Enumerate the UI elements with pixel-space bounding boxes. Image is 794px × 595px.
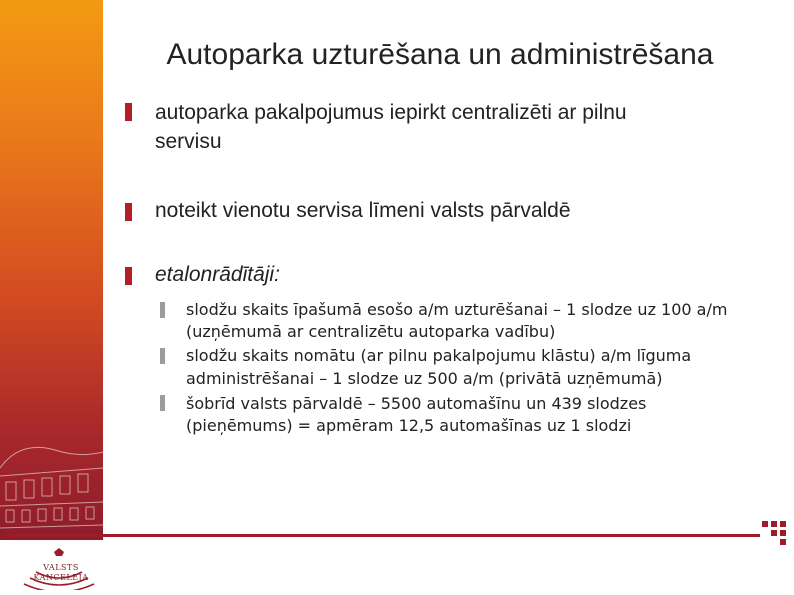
logo-text-line-2: KANCELEJA [33,573,89,582]
sub-bullet-1-line-2: (uzņēmumā ar centralizētu autoparka vadību) [186,322,556,341]
footer-divider [5,534,760,537]
sub-bullet-marker [160,302,165,318]
building-illustration [0,410,103,540]
bullet-marker [125,203,132,221]
bullet-1-line-1: autoparka pakalpojumus iepirkt centralizēti ar pilnu [155,101,627,124]
logo-text-line-1: VALSTS [43,563,79,572]
slide-title: Autoparka uzturēšana un administrēšana [166,38,714,71]
bullet-marker [125,103,132,121]
sub-bullet-1-line-1: slodžu skaits īpašumā esošo a/m uzturēšanai – 1 slodze uz 100 a/m [186,300,728,319]
bullet-3-line-1: etalonrādītāji: [155,263,280,286]
decorative-sidebar [0,0,103,540]
sub-bullet-3-line-1: šobrīd valsts pārvaldē – 5500 automašīnu un 439 slodzes [186,394,647,413]
sub-bullet-2-line-1: slodžu skaits nomātu (ar pilnu pakalpojumu klāstu) a/m līguma [186,346,692,365]
sub-bullet-3-line-2: (pieņēmums) = apmēram 12,5 automašīnas uz 1 slodzi [186,416,632,435]
sub-bullet-marker [160,395,165,411]
sub-bullet-marker [160,348,165,364]
sub-bullet-2-line-2: administrēšanai – 1 slodze uz 500 a/m (privātā uzņēmumā) [186,369,663,388]
bullet-1-line-2: servisu [155,130,222,153]
bullet-marker [125,267,132,285]
bullet-2-line-1: noteikt vienotu servisa līmeni valsts pārvaldē [155,199,571,222]
